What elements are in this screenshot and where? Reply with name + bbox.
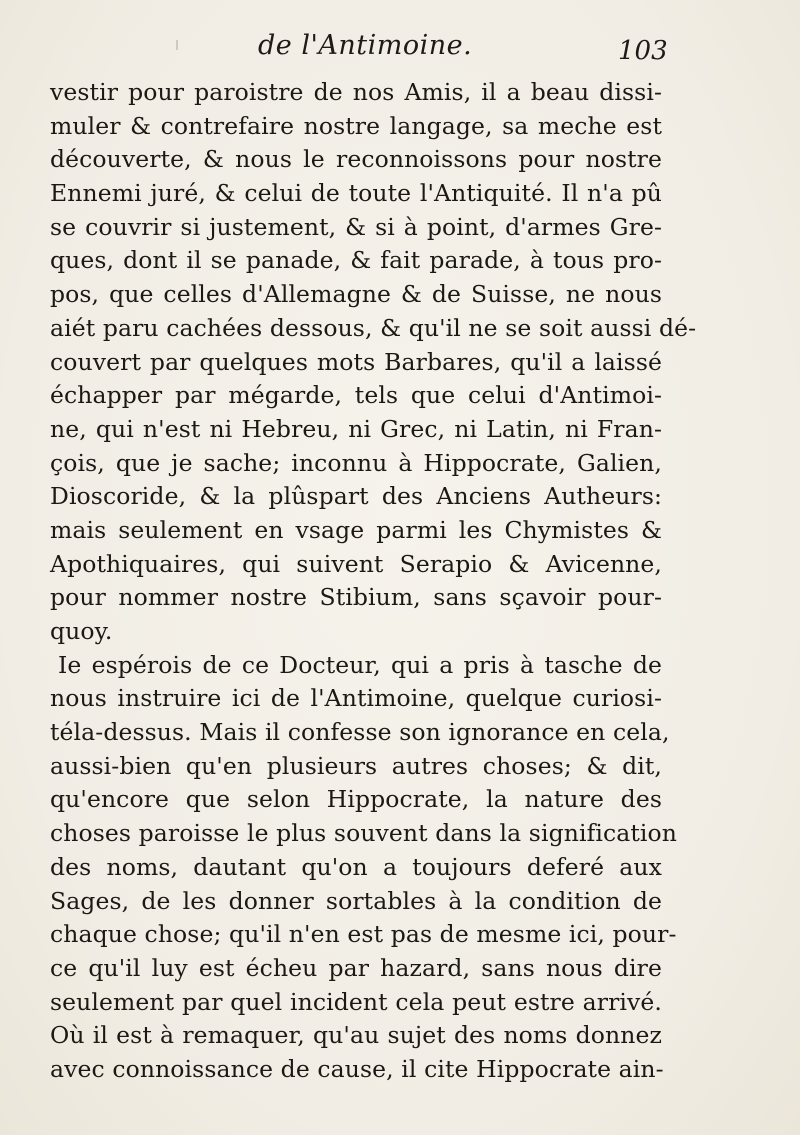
text-line: échapper par mégarde, tels que celui d'Antimoi- <box>50 381 662 410</box>
text-line: ce qu'il luy est écheu par hazard, sans nous dire <box>50 953 662 982</box>
running-head <box>0 30 800 74</box>
text-line: pour nommer nostre Stibium, sans sçavoir pour- <box>50 583 662 612</box>
text-line: choses paroisse le plus souvent dans la signification <box>50 819 677 848</box>
text-line: pos, que celles d'Allemagne & de Suisse, ne nous <box>50 280 662 309</box>
page-number: 103 <box>618 36 668 66</box>
text-line: mais seulement en vsage parmi les Chymistes & <box>50 515 662 544</box>
text-line: qu'encore que selon Hippocrate, la nature des <box>50 785 662 814</box>
text-line: couvert par quelques mots Barbares, qu'il a laissé <box>50 347 662 376</box>
text-line: découverte, & nous le reconnoissons pour nostre <box>50 145 662 174</box>
text-line: Sages, de les donner sortables à la condition de <box>50 886 662 915</box>
text-line: se couvrir si justement, & si à point, d'armes Gre- <box>50 212 662 241</box>
running-title: de l'Antimoine. <box>258 30 473 61</box>
text-line: ne, qui n'est ni Hebreu, ni Grec, ni Latin, ni Fran- <box>50 414 662 443</box>
paragraph-end-line: quoy. <box>50 617 113 645</box>
text-line: téla-dessus. Mais il confesse son ignorance en cela, <box>50 718 670 747</box>
text-line: des noms, dautant qu'on a toujours deferé aux <box>50 852 662 881</box>
text-line: seulement par quel incident cela peut estre arrivé. <box>50 987 662 1016</box>
text-line: ques, dont il se panade, & fait parade, à tous pro- <box>50 246 662 275</box>
text-line: Ennemi juré, & celui de toute l'Antiquité. Il n'a pû <box>50 179 662 208</box>
text-line: Où il est à remaquer, qu'au sujet des noms donnez <box>50 1021 662 1050</box>
text-line: nous instruire ici de l'Antimoine, quelque curiosi- <box>50 684 662 713</box>
text-line: aiét paru cachées dessous, & qu'il ne se soit aussi dé- <box>50 313 697 342</box>
text-line: aussi-bien qu'en plusieurs autres choses; & dit, <box>50 751 662 780</box>
text-line: avec connoissance de cause, il cite Hippocrate ain- <box>50 1054 664 1083</box>
paragraph-start-line: Ie espérois de ce Docteur, qui a pris à tasche de <box>58 650 662 679</box>
text-line: muler & contrefaire nostre langage, sa meche est <box>50 111 662 140</box>
text-line: chaque chose; qu'il n'en est pas de mesme ici, pour- <box>50 920 677 949</box>
text-line: vestir pour paroistre de nos Amis, il a beau dissi- <box>50 78 662 106</box>
text-line: Apothiquaires, qui suivent Serapio & Avicenne, <box>50 549 662 578</box>
body-text <box>50 76 697 1087</box>
text-line: Dioscoride, & la plûspart des Anciens Autheurs: <box>50 482 662 511</box>
text-line: çois, que je sache; inconnu à Hippocrate, Galien, <box>50 448 662 477</box>
